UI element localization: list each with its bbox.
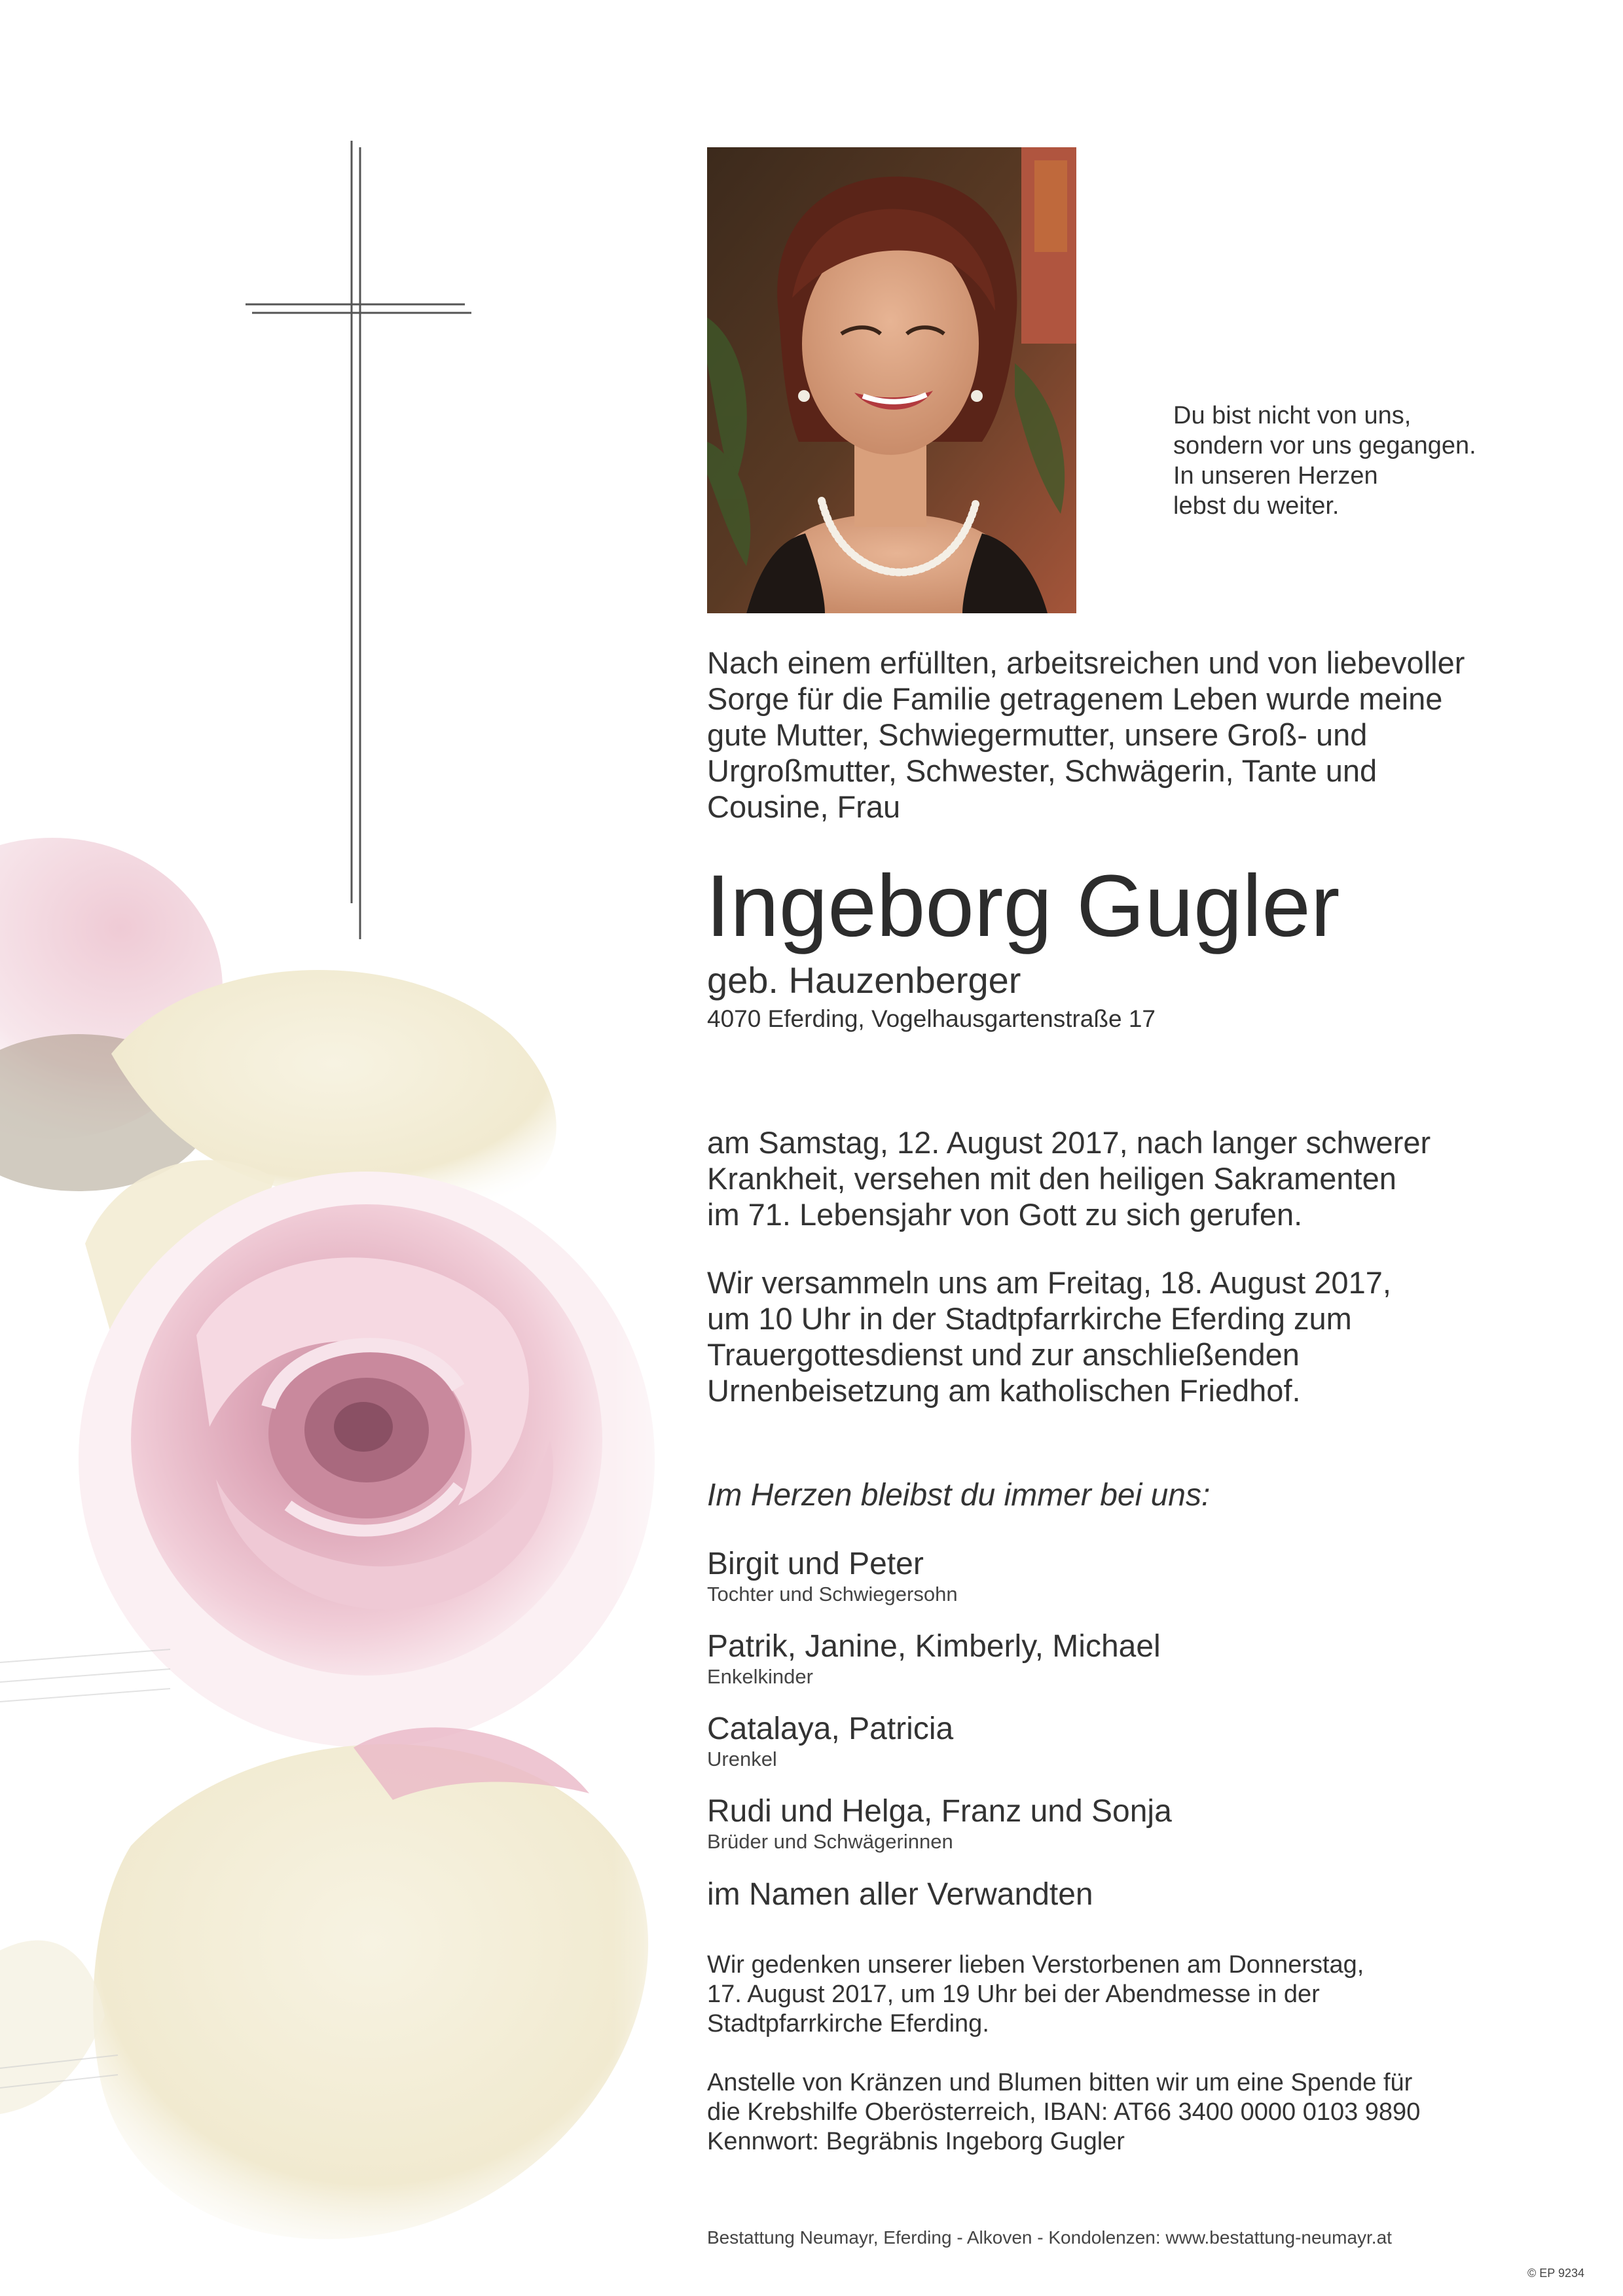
- mourner-names: Patrik, Janine, Kimberly, Michael: [707, 1629, 1161, 1664]
- intro-line: Urgroßmutter, Schwester, Schwägerin, Tante und: [707, 753, 1377, 788]
- intro-line: Cousine, Frau: [707, 789, 901, 824]
- memorial-line: 17. August 2017, um 19 Uhr bei der Abendmesse in der: [707, 1981, 1320, 2008]
- donation-line: Kennwort: Begräbnis Ingeborg Gugler: [707, 2128, 1125, 2155]
- funeral-line: um 10 Uhr in der Stadtpfarrkirche Eferding zum: [707, 1301, 1352, 1336]
- poem-line: In unseren Herzen: [1173, 462, 1378, 490]
- mourner-entry: [707, 1628, 1558, 1711]
- poem-line: sondern vor uns gegangen.: [1173, 432, 1476, 459]
- intro-line: Nach einem erfüllten, arbeitsreichen und von liebevoller: [707, 645, 1465, 680]
- relatives-line: im Namen aller Verwandten: [707, 1877, 1093, 1912]
- deceased-address: 4070 Eferding, Vogelhausgartenstraße 17: [707, 1005, 1156, 1032]
- intro-line: Sorge für die Familie getragenem Leben wurde meine: [707, 681, 1443, 716]
- deceased-name: Ingeborg Gugler: [706, 857, 1340, 955]
- memorial-notice: [707, 1950, 1364, 2039]
- death-notice: [707, 1124, 1558, 1232]
- mourner-relation: Enkelkinder: [707, 1665, 813, 1688]
- donation-line: die Krebshilfe Oberösterreich, IBAN: AT66 3400 0000 0103 9890: [707, 2098, 1421, 2126]
- portrait-photo: [707, 147, 1076, 613]
- mourner-relation: Tochter und Schwiegersohn: [707, 1583, 958, 1605]
- funeral-line: Trauergottesdienst und zur anschließenden: [707, 1337, 1300, 1372]
- mourner-entry: [707, 1546, 1558, 1628]
- mourners-list: [707, 1546, 1558, 1876]
- poem-line: Du bist nicht von uns,: [1173, 402, 1412, 429]
- death-notice-line: Krankheit, versehen mit den heiligen Sakramenten: [707, 1161, 1396, 1196]
- poem: [1173, 401, 1566, 521]
- memorial-line: Stadtpfarrkirche Eferding.: [707, 2010, 989, 2037]
- funeral-home-footer: Bestattung Neumayr, Eferding - Alkoven - Kondolenzen: www.bestattung-neumayr.at: [707, 2227, 1392, 2248]
- funeral-line: Urnenbeisetzung am katholischen Friedhof.: [707, 1373, 1301, 1408]
- rose-illustration: [0, 838, 720, 2296]
- mourner-entry: [707, 1793, 1558, 1876]
- mourner-names: Birgit und Peter: [707, 1547, 924, 1581]
- mourner-relation: Brüder und Schwägerinnen: [707, 1830, 953, 1853]
- mourner-entry: [707, 1711, 1558, 1793]
- print-code: © EP 9234: [1527, 2267, 1584, 2280]
- cross-icon: [242, 141, 471, 939]
- death-notice-line: am Samstag, 12. August 2017, nach langer schwerer: [707, 1125, 1431, 1160]
- closing-line: Im Herzen bleibst du immer bei uns:: [707, 1478, 1211, 1513]
- mourner-relation: Urenkel: [707, 1748, 777, 1770]
- death-notice-line: im 71. Lebensjahr von Gott zu sich gerufen.: [707, 1197, 1303, 1232]
- birth-name: geb. Hauzenberger: [707, 960, 1021, 1001]
- donation-notice: [707, 2068, 1420, 2157]
- mourner-names: Rudi und Helga, Franz und Sonja: [707, 1794, 1172, 1829]
- intro-paragraph: [707, 645, 1558, 825]
- memorial-line: Wir gedenken unserer lieben Verstorbenen am Donnerstag,: [707, 1951, 1364, 1979]
- poem-line: lebst du weiter.: [1173, 492, 1340, 520]
- funeral-line: Wir versammeln uns am Freitag, 18. August 2017,: [707, 1265, 1391, 1300]
- intro-line: gute Mutter, Schwiegermutter, unsere Groß- und: [707, 717, 1368, 752]
- mourner-names: Catalaya, Patricia: [707, 1712, 954, 1746]
- funeral-details: [707, 1265, 1558, 1408]
- donation-line: Anstelle von Kränzen und Blumen bitten wir um eine Spende für: [707, 2069, 1413, 2096]
